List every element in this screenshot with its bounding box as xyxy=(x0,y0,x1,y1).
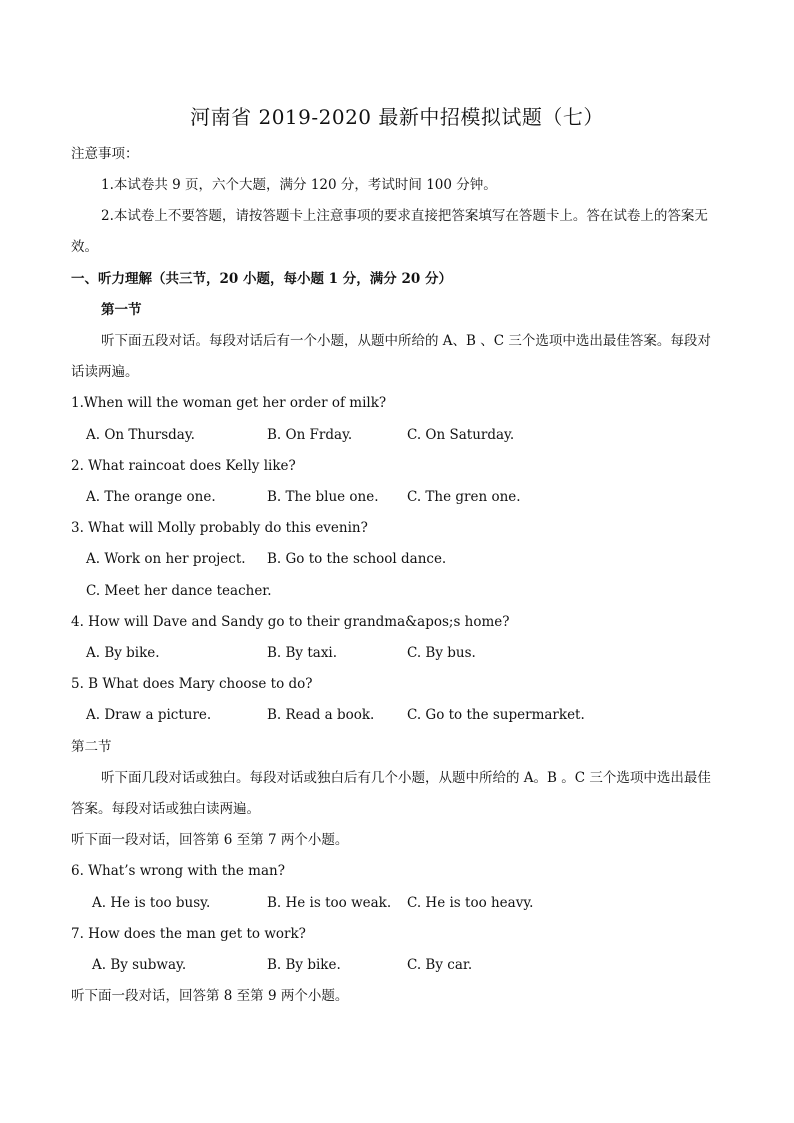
question-1: 1.When will the woman get her order of milk? xyxy=(71,395,387,411)
q7-option-c: C. By car. xyxy=(407,957,473,973)
q4-option-b: B. By taxi. xyxy=(267,645,338,661)
part1-instruction-cont: 话读两遍。 xyxy=(71,364,139,380)
q5-option-a: A. Draw a picture. xyxy=(86,707,212,723)
section1-heading: 一、听力理解（共三节，20 小题，每小题 1 分，满分 20 分） xyxy=(71,271,452,287)
q3-option-b: B. Go to the school dance. xyxy=(267,551,447,567)
q3-option-a: A. Work on her project. xyxy=(86,551,246,567)
q2-option-c: C. The gren one. xyxy=(407,489,521,505)
q4-option-c: C. By bus. xyxy=(407,645,476,661)
question-2: 2. What raincoat does Kelly like? xyxy=(71,458,296,474)
part1-label: 第一节 xyxy=(101,302,142,318)
q5-option-b: B. Read a book. xyxy=(267,707,375,723)
q1-option-c: C. On Saturday. xyxy=(407,427,515,443)
q6-option-b: B. He is too weak. xyxy=(267,895,392,911)
q7-option-a: A. By subway. xyxy=(92,957,187,973)
q1-option-a: A. On Thursday. xyxy=(86,427,195,443)
notice-item-1: 1.本试卷共 9 页，六个大题，满分 120 分，考试时间 100 分钟。 xyxy=(101,177,497,193)
q6-option-a: A. He is too busy. xyxy=(92,895,211,911)
question-7: 7. How does the man get to work? xyxy=(71,926,306,942)
notice-item-2: 2.本试卷上不要答题，请按答题卡上注意事项的要求直接把答案填写在答题卡上。答在试卷上的答案无 xyxy=(101,208,708,224)
part1-instruction: 听下面五段对话。每段对话后有一个小题，从题中所给的 A、B 、C 三个选项中选出最佳答案。每段对 xyxy=(101,333,711,349)
q2-option-b: B. The blue one. xyxy=(267,489,379,505)
question-6: 6. What’s wrong with the man? xyxy=(71,863,285,879)
part2-instruction: 听下面几段对话或独白。每段对话或独白后有几个小题，从题中所给的 A。B 。C 三个选项中选出最佳 xyxy=(101,770,711,786)
dialog-instruction-8-9: 听下面一段对话，回答第 8 至第 9 两个小题。 xyxy=(71,988,349,1004)
question-5: 5. B What does Mary choose to do? xyxy=(71,676,313,692)
part2-label: 第二节 xyxy=(71,739,112,755)
q2-option-a: A. The orange one. xyxy=(86,489,216,505)
q4-option-a: A. By bike. xyxy=(86,645,160,661)
q5-option-c: C. Go to the supermarket. xyxy=(407,707,585,723)
q6-option-c: C. He is too heavy. xyxy=(407,895,534,911)
page-title: 河南省 2019-2020 最新中招模拟试题（七） xyxy=(190,105,604,129)
q7-option-b: B. By bike. xyxy=(267,957,341,973)
part2-instruction-cont: 答案。每段对话或独白读两遍。 xyxy=(71,801,260,817)
question-4: 4. How will Dave and Sandy go to their grandma&apos;s home? xyxy=(71,614,510,630)
question-3: 3. What will Molly probably do this evenin? xyxy=(71,520,368,536)
q1-option-b: B. On Frday. xyxy=(267,427,353,443)
notice-item-2-cont: 效。 xyxy=(71,239,98,255)
q3-option-c: C. Meet her dance teacher. xyxy=(86,583,272,599)
dialog-instruction-6-7: 听下面一段对话，回答第 6 至第 7 两个小题。 xyxy=(71,832,349,848)
notice-heading: 注意事项： xyxy=(71,146,139,162)
